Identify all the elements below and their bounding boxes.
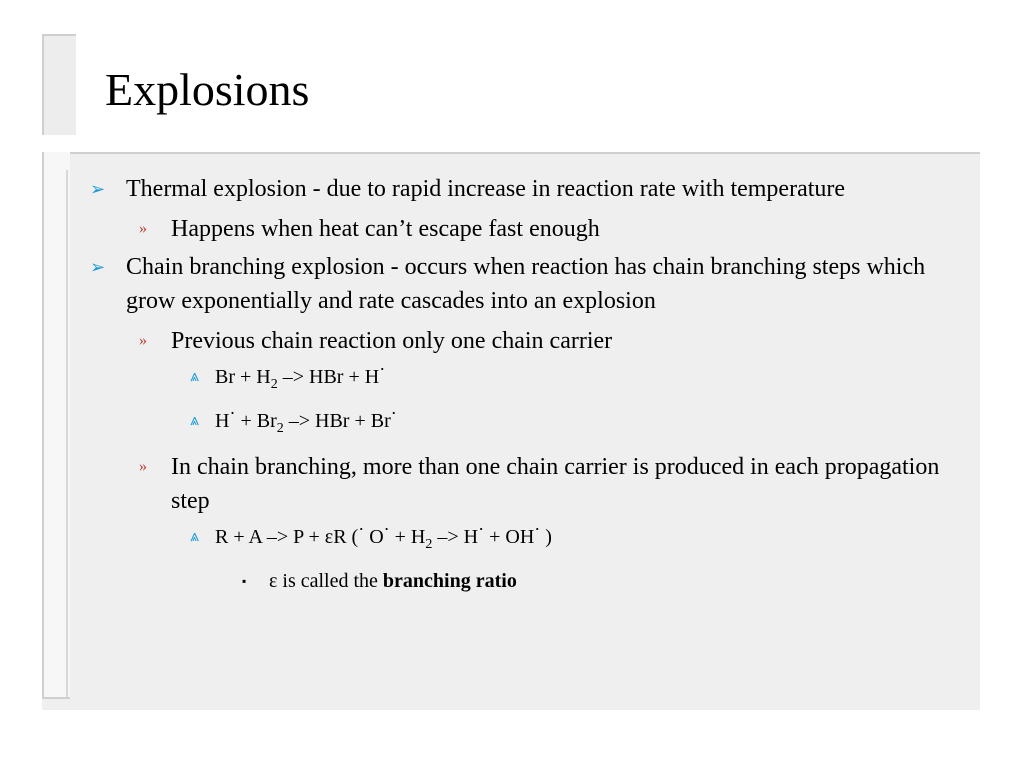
branching-ratio-term: branching ratio <box>382 570 517 592</box>
equation-part: + H <box>389 526 426 548</box>
caret-bullet-icon: ⩓ <box>190 368 200 385</box>
equation-r-a <box>86 518 966 560</box>
equation-part: Br + H <box>215 366 271 388</box>
radical-dot: · <box>534 518 541 539</box>
equation-h-br2 <box>86 402 966 444</box>
equation-part: –> HBr + Br <box>283 410 391 432</box>
equation-part: –> H <box>432 526 479 548</box>
radical-dot: · <box>383 518 390 539</box>
radical-dot: · <box>478 518 485 539</box>
chevron-bullet-icon: » <box>139 332 147 349</box>
radical-dot: · <box>358 518 365 539</box>
bullet-text: ε is called the <box>269 570 383 592</box>
bullet-branching-ratio <box>86 566 966 596</box>
bullet-text: Previous chain reaction only one chain carrier <box>171 328 613 354</box>
arrow-bullet-icon: ➢ <box>90 257 106 277</box>
title-accent-bar <box>42 34 76 135</box>
bullet-text: Chain branching explosion - occurs when reaction has chain branching steps which grow exponentially and rate cascades into an explosion <box>126 254 926 314</box>
subscript: 2 <box>270 377 278 392</box>
caret-bullet-icon: ⩓ <box>190 528 200 545</box>
subscript: 2 <box>276 421 284 436</box>
equation-part: H <box>215 410 230 432</box>
caret-bullet-icon: ⩓ <box>190 412 200 429</box>
bullet-thermal-explosion <box>86 172 966 206</box>
chevron-bullet-icon: » <box>139 220 147 237</box>
chevron-bullet-icon: » <box>139 458 147 475</box>
bullet-previous-chain <box>86 324 966 358</box>
bullet-chain-branching <box>86 250 966 318</box>
bullet-text: Thermal explosion - due to rapid increase in reaction rate with temperature <box>126 176 846 202</box>
radical-dot: · <box>229 402 236 423</box>
radical-dot: · <box>379 358 386 379</box>
equation-part: R + A –> P + εR ( <box>215 526 359 548</box>
bullet-chain-branching-more <box>86 450 966 518</box>
radical-dot: · <box>390 402 397 423</box>
bullet-heat-escape <box>86 212 966 246</box>
content-panel-frame <box>42 152 70 699</box>
subscript: 2 <box>425 537 433 552</box>
equation-part: –> HBr + H <box>277 366 380 388</box>
bullet-text: Happens when heat can’t escape fast enough <box>171 216 600 242</box>
slide-title: Explosions <box>105 64 310 115</box>
bullet-text: In chain branching, more than one chain carrier is produced in each propagation step <box>171 454 940 514</box>
equation-part: ) <box>540 526 552 548</box>
square-bullet-icon: ▪ <box>242 574 247 588</box>
arrow-bullet-icon: ➢ <box>90 179 106 199</box>
equation-part: O <box>364 526 384 548</box>
equation-br-h2 <box>86 358 966 400</box>
equation-part: + Br <box>235 410 277 432</box>
bullet-list <box>86 172 966 600</box>
equation-part: + OH <box>484 526 535 548</box>
